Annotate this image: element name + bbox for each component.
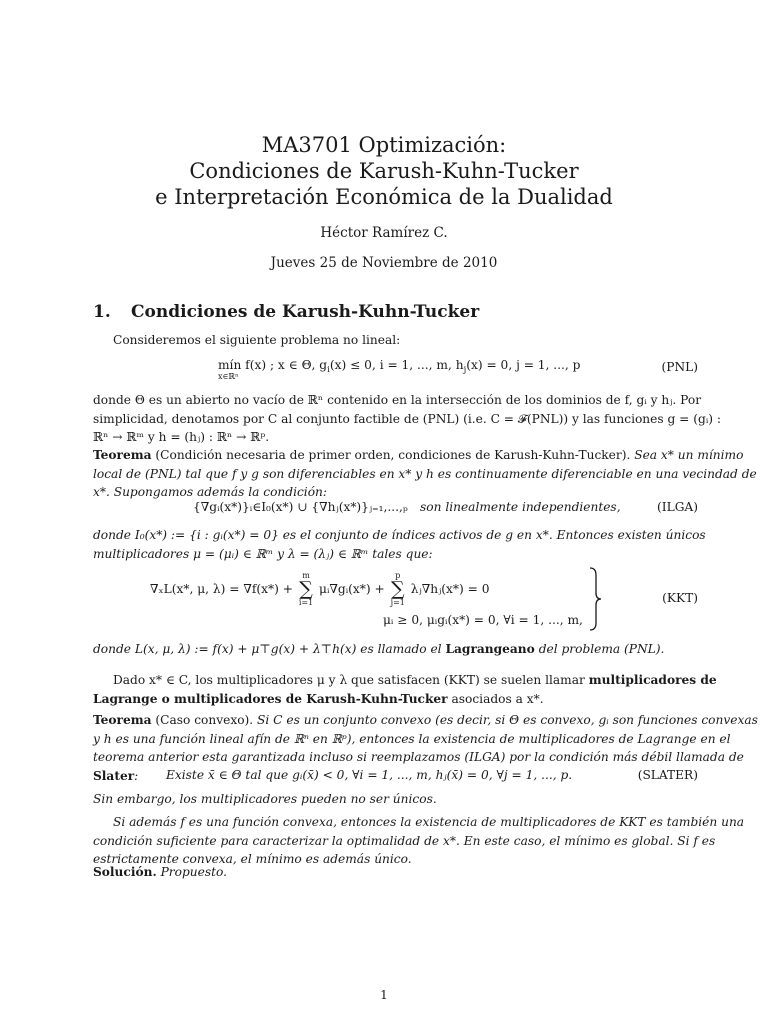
ilga-expression: {∇gᵢ(x*)}ᵢ∈I₀(x*) ∪ {∇hⱼ(x*)}ⱼ₌₁,...,ₚ: [193, 500, 408, 514]
theorem-2-l2: y h es una función lineal afín de ℝⁿ en ℝᵖ), entonces la existencia de multiplicadores de Lagrange en el: [93, 731, 731, 746]
paragraph-3-bold-2: Lagrange o multiplicadores de Karush-Kuhn-Tucker: [93, 691, 448, 706]
ilga-tag: (ILGA): [657, 500, 698, 514]
sum-2: [391, 571, 405, 607]
lagrangean-pre: donde L(x, μ, λ) := f(x) + μ⊤g(x) + λ⊤h(x) es llamado el: [93, 642, 442, 656]
paragraph-2-line-2: multiplicadores μ = (μᵢ) ∈ ℝᵐ y λ = (λⱼ) ∈ ℝᵐ tales que:: [93, 546, 433, 561]
pnl-rest2: (x) = 0, j = 1, ..., p: [466, 358, 581, 372]
solution: [93, 863, 227, 882]
paragraph-5-line-1: Si además f es una función convexa, entonces la existencia de multiplicadores de KKT es también una: [113, 815, 745, 829]
section-number: 1.: [93, 302, 111, 322]
paragraph-2: [93, 526, 706, 563]
paragraph-3-pre: Dado x* ∈ C, los multiplicadores μ y λ que satisfacen (KKT) se suelen llamar: [113, 673, 585, 687]
paragraph-4: Sin embargo, los multiplicadores pueden no ser únicos.: [93, 792, 437, 806]
sum-1: [299, 571, 313, 607]
paragraph-5-line-3: estrictamente convexa, el mínimo es además único.: [93, 852, 412, 866]
sigma-icon: ∑: [390, 578, 405, 600]
title-line-1: MA3701 Optimización:: [261, 133, 507, 157]
lagrangean-line: [93, 640, 664, 659]
section-heading: [93, 302, 479, 322]
kkt-l1c: λⱼ∇hⱼ(x*) = 0: [410, 582, 490, 596]
lagrangean-post: del problema (PNL).: [538, 642, 665, 656]
right-brace-icon: [588, 567, 602, 631]
kkt-line-2: μᵢ ≥ 0, μᵢgᵢ(x*) = 0, ∀i = 1, ..., m,: [383, 613, 583, 627]
paragraph-3-post: asociados a x*.: [451, 691, 544, 706]
kkt-l1a: ∇ₓL(x*, μ, λ) = ∇f(x*) +: [150, 582, 293, 596]
slater-expression: Existe x̄ ∈ Θ tal que gᵢ(x̄) < 0, ∀i = 1, ..., m, hⱼ(x̄) = 0, ∀j = 1, ..., p.: [166, 768, 573, 782]
theorem-2-slater: Slater: [93, 768, 135, 783]
lagrangean-bold: Lagrangeano: [445, 642, 535, 656]
pnl-lhs: mín f(x) ; x ∈ Θ, g: [218, 358, 328, 372]
paragraph-1-line-2: simplicidad, denotamos por C al conjunto factible de (PNL) (i.e. C = 𝓕(PNL)) y las funciones g = (gᵢ) :: [93, 411, 722, 426]
title-line-3: e Interpretación Económica de la Dualidad: [155, 185, 613, 209]
theorem-1-label: Teorema: [93, 448, 152, 462]
solution-label: Solución.: [93, 865, 157, 879]
section-title: Condiciones de Karush-Kuhn-Tucker: [131, 302, 480, 322]
paragraph-3: [93, 671, 717, 708]
theorem-2-label: Teorema: [93, 713, 152, 727]
paragraph-1: [93, 391, 722, 447]
kkt-line-1: [150, 571, 490, 607]
ilga-text: son linealmente independientes,: [420, 500, 621, 514]
sigma-icon: ∑: [299, 578, 313, 600]
paragraph-5-line-2: condición suficiente para caracterizar la optimalidad de x*. En este caso, el mínimo es global. Si f es: [93, 833, 716, 848]
theorem-2-name: (Caso convexo).: [155, 713, 254, 727]
theorem-2-colon: :: [134, 768, 139, 783]
date: Jueves 25 de Noviembre de 2010: [270, 255, 498, 271]
pnl-rest: (x) ≤ 0, i = 1, ..., m, h: [329, 358, 464, 372]
paragraph-2-line-1: donde I₀(x*) := {i : gᵢ(x*) = 0} es el conjunto de índices activos de g en x*. Entonces existen únicos: [93, 528, 706, 542]
sum-2-bottom: j=1: [390, 598, 405, 607]
theorem-1-l3: x*. Supongamos además la condición:: [93, 485, 327, 499]
pnl-equation: mín f(x) ; x ∈ Θ, g x∈ℝⁿ $_i$(x) ≤ 0, i = 1, ..., m, $h_j(x) = 0$, j = 1, ..., p: [218, 358, 581, 381]
paragraph-5: [93, 813, 745, 869]
theorem-1-l2: local de (PNL) tal que f y g son diferenciables en x* y h es continuamente diferenciable en una vecindad de: [93, 466, 757, 481]
theorem-2-l3: teorema anterior esta garantizada incluso si reemplazamos (ILGA) por la condición más débil llamada de: [93, 750, 744, 764]
paragraph-1-line-1: donde Θ es un abierto no vacío de ℝⁿ contenido en la intersección de los dominios de f, gᵢ y hⱼ. Por: [93, 393, 702, 407]
title-line-2: Condiciones de Karush-Kuhn-Tucker: [189, 159, 579, 183]
theorem-1: [93, 446, 757, 502]
kkt-l1b: μᵢ∇gᵢ(x*) +: [319, 582, 385, 596]
slater-tag: (SLATER): [637, 768, 698, 782]
solution-text: Propuesto.: [160, 865, 227, 879]
paragraph-1-line-3: ℝⁿ → ℝᵐ y h = (hⱼ) : ℝⁿ → ℝᵖ.: [93, 430, 270, 444]
sum-1-bottom: i=1: [298, 598, 314, 607]
page-number: 1: [380, 988, 388, 1002]
kkt-tag: (KKT): [662, 591, 698, 605]
author: Héctor Ramírez C.: [320, 225, 448, 241]
sum-2-top: p: [395, 571, 401, 580]
paragraph-3-bold-1: multiplicadores de: [588, 673, 717, 687]
pnl-tag: (PNL): [661, 360, 698, 374]
pnl-under: x∈ℝⁿ: [218, 372, 239, 381]
theorem-1-l1: Sea x* un mínimo: [634, 448, 744, 462]
theorem-2-l1: Si C es un conjunto convexo (es decir, si Θ es convexo, gᵢ son funciones convexas: [257, 713, 758, 727]
theorem-1-name: (Condición necesaria de primer orden, condiciones de Karush-Kuhn-Tucker).: [155, 448, 631, 462]
sum-1-top: m: [302, 571, 310, 580]
intro-text: Consideremos el siguiente problema no lineal:: [113, 333, 401, 347]
